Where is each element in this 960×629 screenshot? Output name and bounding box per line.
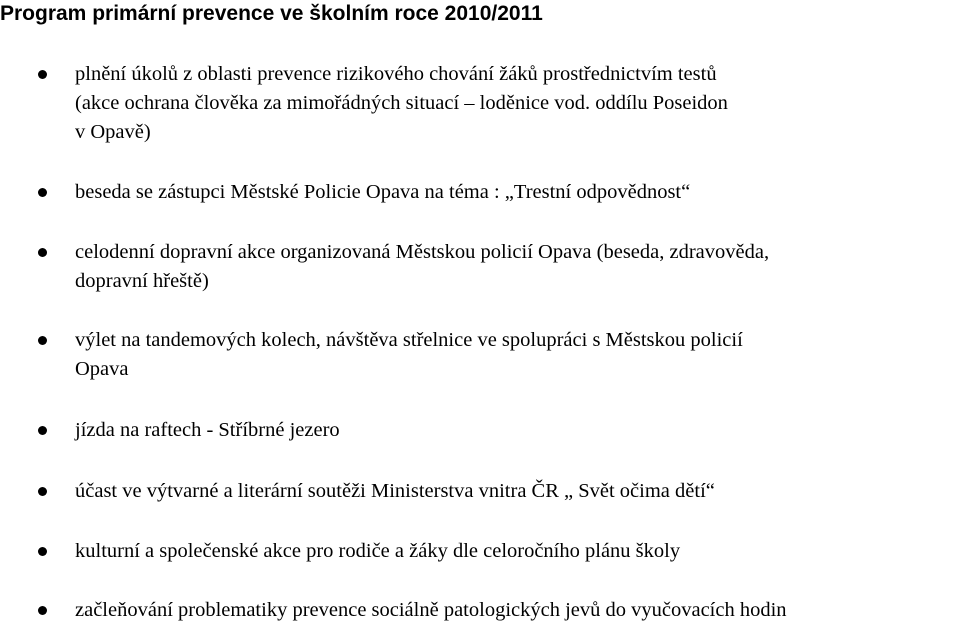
bullet-icon <box>38 487 47 496</box>
bullet-icon <box>38 426 47 435</box>
list-item-text <box>75 238 769 296</box>
list-item-text <box>75 537 680 566</box>
list-item-line: jízda na raftech - Stříbrné jezero <box>75 419 340 441</box>
bullet-icon <box>38 606 47 615</box>
list-item-text <box>75 416 340 445</box>
list-item-line: (akce ochrana člověka za mimořádných situací – loděnice vod. oddílu Poseidon <box>75 92 728 114</box>
list-item-line: v Opavě) <box>75 121 151 143</box>
bullet-icon <box>38 547 47 556</box>
list-item-line: účast ve výtvarné a literární soutěži Ministerstva vnitra ČR „ Svět očima dětí“ <box>75 480 715 502</box>
list-item-text <box>75 596 787 625</box>
list-item-line: dopravní hřeště) <box>75 270 209 292</box>
list-item-text <box>75 60 728 147</box>
bullet-icon <box>38 70 47 79</box>
bullet-icon <box>38 248 47 257</box>
list-item-text <box>75 477 715 506</box>
list-item-line: celodenní dopravní akce organizovaná Městskou policií Opava (beseda, zdravověda, <box>75 241 770 263</box>
bullet-icon <box>38 188 47 197</box>
list-item-line: kulturní a společenské akce pro rodiče a žáky dle celoročního plánu školy <box>75 540 681 562</box>
list-item-line: plnění úkolů z oblasti prevence rizikového chování žáků prostřednictvím testů <box>75 63 717 85</box>
list-item-line: začleňování problematiky prevence sociálně patologických jevů do vyučovacích hodin <box>75 599 787 621</box>
list-item-line: beseda se zástupci Městské Policie Opava na téma : „Trestní odpovědnost“ <box>75 181 691 203</box>
list-item-line: výlet na tandemových kolech, návštěva střelnice ve spolupráci s Městskou policií <box>75 329 743 351</box>
list-item-line: Opava <box>75 358 129 380</box>
list-item-text <box>75 178 690 207</box>
page-title: Program primární prevence ve školním roce 2010/2011 <box>0 2 543 25</box>
list-item-text <box>75 326 743 384</box>
bullet-icon <box>38 336 47 345</box>
